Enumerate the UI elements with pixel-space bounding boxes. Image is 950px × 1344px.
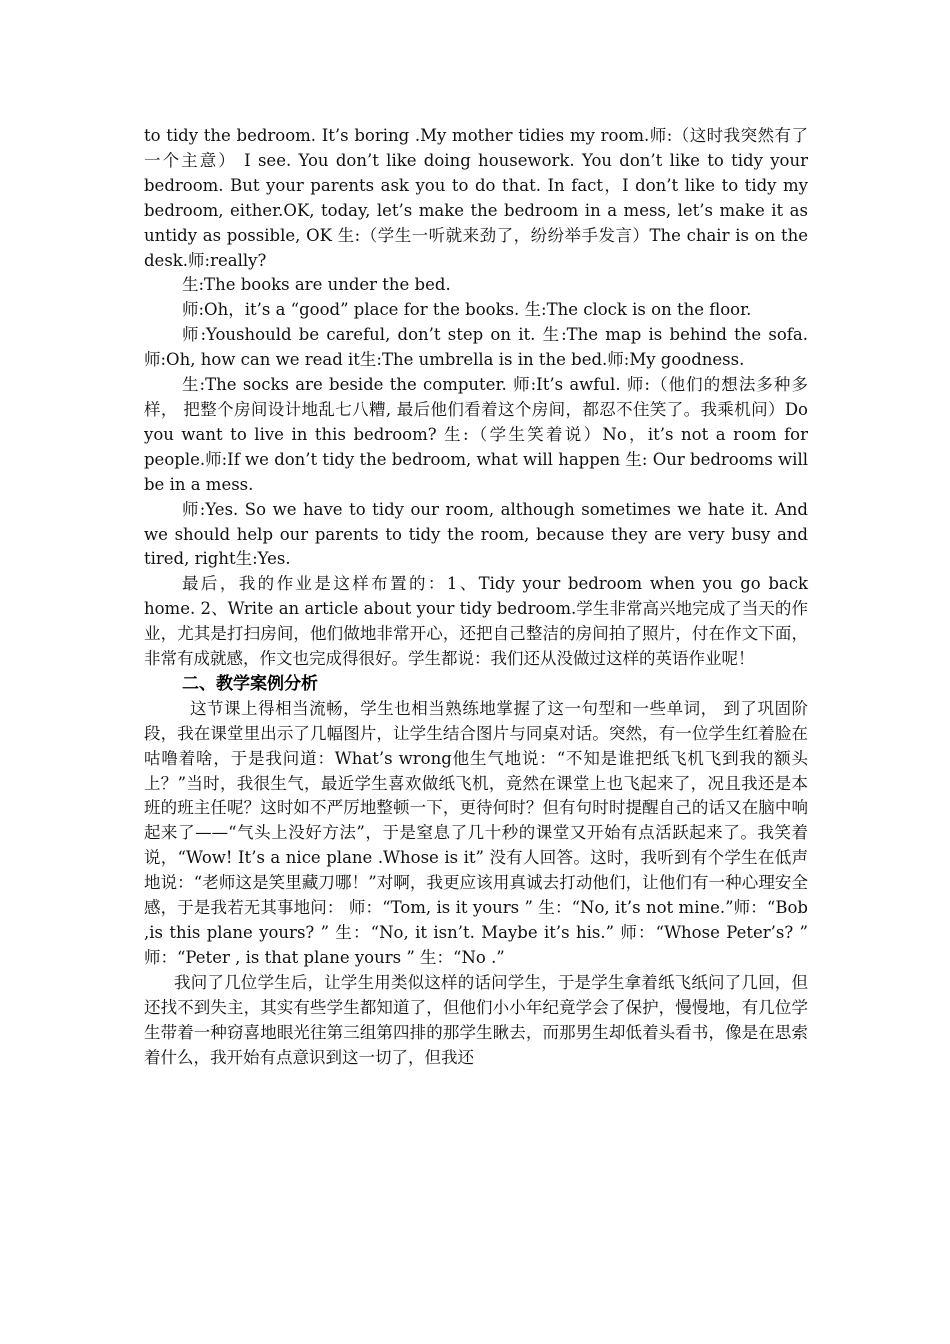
- paragraph-analysis-continued: 我问了几位学生后，让学生用类似这样的话问学生，于是学生拿着纸飞纸问了几回，但还找不到失主，其实有些学生都知道了，但他们小小年纪竟学会了保护，慢慢地，有几位学生带着一种窃喜地眼光往第三组第四排的那学生瞅去，而那男生却低着头看书，像是在思索着什么，我开始有点意识到这一切了，但我还: [144, 972, 808, 1067]
- section-heading: 二、教学案例分析: [182, 673, 318, 694]
- document-body: [144, 124, 808, 1070]
- paragraph-socks: 生:The socks are beside the computer. 师:It’s awful. 师:（他们的想法多种多样， 把整个房间设计地乱七八糟, 最后他们看着这个房间，都忍不住笑了。我乘机问）Do you want to live in this bedroom? 生:（学生笑着说）No，it’s not a room for people.师:If we don’t tidy the bedroom, what will happen 生: Our bedrooms will be in a mess.: [144, 375, 808, 494]
- paragraph-tidy-room: 师:Yes. So we have to tidy our room, although sometimes we hate it. And we should help our parents to tidy the room, because they are very busy and tired, right生:Yes.: [144, 499, 808, 569]
- paragraph-clock: 师:Oh，it’s a “good” place for the books. 生:The clock is on the floor.: [182, 300, 752, 320]
- paragraph-map: 师:Youshould be careful, don’t step on it. 生:The map is behind the sofa.师:Oh, how can we read it生:The umbrella is in the bed.师:My goodness.: [144, 325, 808, 370]
- paragraph-homework: 最后，我的作业是这样布置的：1、Tidy your bedroom when you go back home. 2、Write an article about your tidy bedroom.学生非常高兴地完成了当天的作业，尤其是打扫房间，他们做地非常开心，还把自己整洁的房间拍了照片，付在作文下面，非常有成就感，作文也完成得很好。学生都说：我们还从没做过这样的英语作业呢！: [144, 574, 808, 669]
- paragraph-dialogue-intro: to tidy the bedroom. It’s boring .My mother tidies my room.师:（这时我突然有了一个主意） I see. You don’t like doing housework. You don’t like to tidy your bedroom. But your parents ask you to do that. In fact，I don’t like to tidy my bedroom, either.OK, today, let’s make the bedroom in a mess, let’s make it as untidy as possible, OK 生:（学生一听就来劲了，纷纷举手发言）The chair is on the desk.师:really?: [144, 126, 808, 270]
- paragraph-books: 生:The books are under the bed.: [182, 275, 451, 295]
- paragraph-analysis: 这节课上得相当流畅，学生也相当熟练地掌握了这一句型和一些单词， 到了巩固阶段，我在课堂里出示了几幅图片，让学生结合图片与同桌对话。突然，有一位学生红着脸在咕噜着啥，于是我问道：What’s wrong他生气地说：“不知是谁把纸飞机飞到我的额头上？”当时，我很生气，最近学生喜欢做纸飞机，竟然在课堂上也飞起来了，况且我还是本班的班主任呢？这时如不严厉地整顿一下，更待何时？但有句时时提醒自己的话又在脑中响起来了——“气头上没好方法”，于是窒息了几十秒的课堂又开始有点活跃起来了。我笑着说，“Wow! It’s a nice plane .Whose is it” 没有人回答。这时，我听到有个学生在低声地说：“老师这是笑里藏刀哪！”对啊，我更应该用真诚去打动他们，让他们有一种心理安全感，于是我若无其事地问： 师：“Tom, is it yours ” 生：“No, it’s not mine.”师：“Bob ,is this plane yours? ” 生：“No, it isn’t. Maybe it’s his.” 师：“Whose Peter’s? ” 师：“Peter , is that plane yours ” 生：“No .”: [144, 698, 808, 967]
